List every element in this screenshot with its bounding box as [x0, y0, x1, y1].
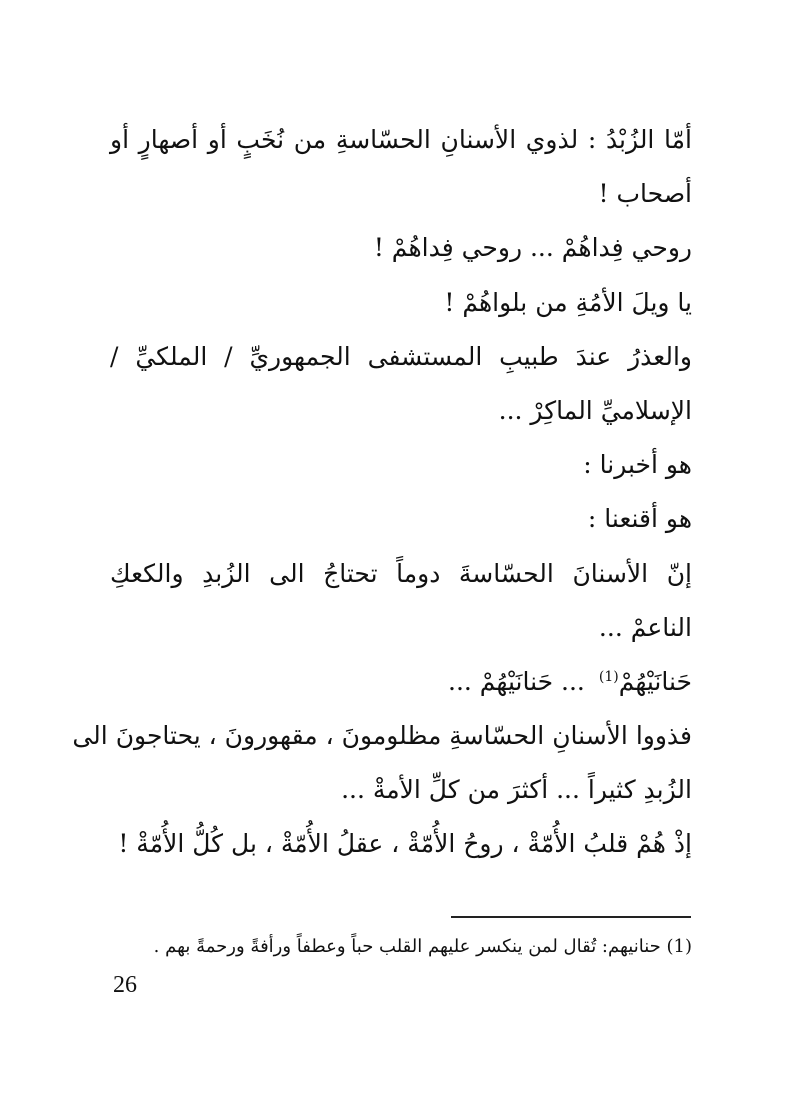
poem-line-7: هو أخبرنا :	[583, 450, 692, 480]
poem-line-6: الإسلاميِّ الماكِرْ ...	[498, 395, 692, 425]
page-number: 26	[113, 972, 137, 998]
poem-line-12: فذووا الأسنانِ الحسّاسةِ مظلومونَ ، مقهورونَ ، يحتاجونَ الى	[72, 721, 692, 751]
poem-line-5: والعذرُ عندَ طبيبِ المستشفى الجمهوريِّ / الملكيِّ /	[110, 341, 692, 371]
poem-line-3: روحي فِداهُمْ ... روحي فِداهُمْ !	[373, 233, 692, 263]
poem-line-11-tail: ... حَنانَيْهُمْ ...	[448, 666, 585, 696]
footnote-text: (1) حنانيهم: تُقال لمن ينكسر عليهم القلب حباً وعطفاً ورأفةً ورحمةً بهم .	[153, 936, 692, 957]
poem-line-1: أمّا الزُبْدُ : لذوي الأسنانِ الحسّاسةِ من نُخَبٍ أو أصهارٍ أو	[110, 125, 692, 154]
footnote-divider	[451, 916, 691, 918]
poem-line-14: إذْ هُمْ قلبُ الأُمّةْ ، روحُ الأُمّةْ ، عقلُ الأُمّةْ ، بل كُلُّ الأُمّةْ !	[118, 829, 692, 859]
footnote-reference[interactable]: (1)	[598, 668, 619, 685]
poem-line-11	[110, 655, 692, 709]
poem-line-9: إنّ الأسنانَ الحسّاسةَ دوماً تحتاجُ الى الزُبدِ والكعكِ	[110, 558, 692, 588]
poem-line-10: الناعمْ ...	[598, 612, 692, 642]
poem-line-11-word: حَنانَيْهُمْ	[618, 666, 692, 696]
poem-line-13: الزُبدِ كثيراً ... أكثرَ من كلِّ الأمةْ ...	[341, 775, 692, 805]
poem-line-8: هو أقنعنا :	[587, 504, 692, 534]
poem-line-4: يا ويلَ الأمُةِ من بلواهُمْ !	[444, 287, 692, 317]
poem-line-2: أصحاب !	[598, 179, 692, 209]
poem-body	[72, 113, 692, 872]
